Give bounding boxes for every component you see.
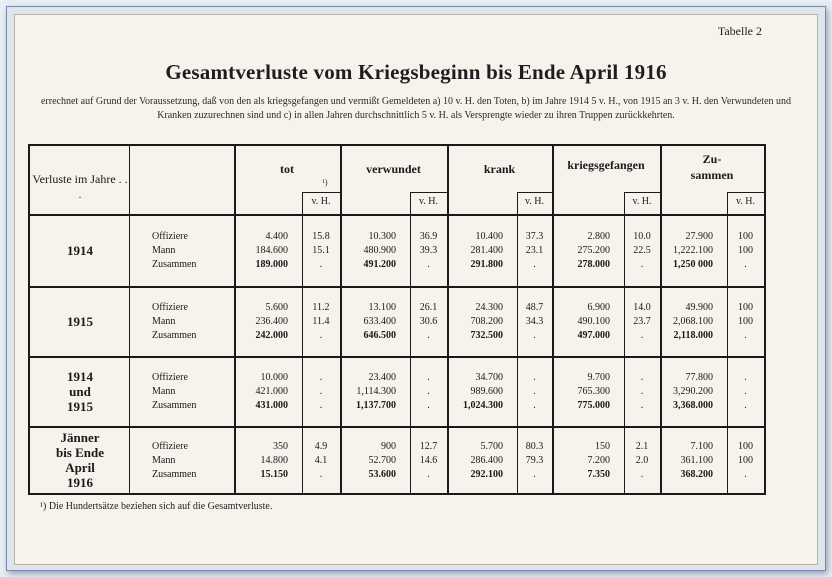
table-cell-value: 3,290.200 — [673, 386, 713, 397]
table-cell-value: 10.400 — [475, 231, 503, 242]
table-cell-value: 23.400 — [368, 372, 396, 383]
row-header: Verluste im Jahre . . . — [32, 172, 128, 201]
table-cell-value: 646.500 — [363, 330, 396, 341]
subheader-divider — [302, 192, 340, 193]
year-label: 1915 — [67, 398, 93, 414]
table-cell-percent: . — [640, 468, 644, 480]
table-cell-value: 1,114.300 — [356, 386, 396, 397]
column-header-kriegsgefangen: kriegsgefangen — [567, 158, 645, 172]
table-cell-percent: 37.3 — [525, 231, 544, 242]
year-label: 1915 — [67, 313, 93, 329]
page-title: Gesamtverluste vom Kriegsbeginn bis Ende April 1916 — [165, 60, 667, 84]
table-cell-percent: . — [533, 372, 536, 383]
table-cell-value: 5.700 — [480, 440, 503, 452]
group-divider — [30, 286, 764, 288]
table-cell-percent: 100 — [738, 245, 753, 256]
table-cell-value: 1,137.700 — [356, 400, 396, 411]
column-header-verwundet: verwundet — [366, 162, 421, 176]
table-cell-percent: . — [744, 259, 747, 270]
table-cell-value: 7.100 — [690, 440, 713, 452]
table-cell-value: 6.900 — [587, 302, 610, 313]
table-cell-percent: . — [427, 330, 430, 341]
table-cell-percent: 80.3 — [525, 440, 544, 452]
table-cell-value: 4.400 — [265, 231, 288, 242]
table-cell-value: 732.500 — [470, 330, 503, 341]
table-cell-percent: 4.9 — [314, 440, 328, 452]
year-label: bis Ende — [55, 444, 105, 460]
table-cell-percent: 79.3 — [525, 454, 544, 466]
table-cell-percent: 22.5 — [633, 245, 651, 256]
table-cell-value: 7.350 — [587, 468, 610, 480]
table-cell-value: 291.800 — [470, 259, 503, 270]
table-cell-percent: 23.7 — [633, 316, 651, 327]
row-category: Offiziere — [152, 302, 188, 313]
percent-header: v. H. — [524, 196, 545, 207]
table-cell-value: 421.000 — [255, 386, 288, 397]
table-cell-percent: . — [319, 468, 323, 480]
table-cell-value: 490.100 — [577, 316, 610, 327]
table-cell-percent: 36.9 — [419, 231, 438, 242]
table-cell-percent: . — [640, 386, 644, 397]
table-cell-percent: 10.0 — [633, 231, 651, 242]
table-cell-value: 236.400 — [255, 316, 288, 327]
table-cell-percent: . — [744, 400, 747, 411]
table-cell-value: 52.700 — [368, 454, 396, 466]
table-cell-value: 480.900 — [363, 245, 396, 256]
table-cell-percent: . — [319, 259, 323, 270]
table-cell-value: 900 — [381, 440, 396, 452]
row-category: Offiziere — [152, 440, 188, 452]
table-cell-percent: . — [744, 386, 747, 397]
row-category: Offiziere — [152, 231, 188, 242]
table-cell-percent: . — [427, 386, 430, 397]
table-cell-value: 184.600 — [255, 245, 288, 256]
table-cell-value: 14.800 — [260, 454, 288, 466]
table-cell-value: 5.600 — [265, 302, 288, 313]
table-cell-value: 1,250 000 — [673, 259, 713, 270]
table-cell-percent: . — [319, 386, 323, 397]
table-cell-percent: . — [640, 259, 644, 270]
table-cell-value: 281.400 — [470, 245, 503, 256]
table-cell-percent: . — [640, 330, 644, 341]
table-cell-value: 2.800 — [587, 231, 610, 242]
table-cell-percent: 100 — [738, 440, 753, 452]
table-cell-value: 9.700 — [587, 372, 610, 383]
table-cell-percent: 100 — [738, 316, 753, 327]
table-cell-value: 49.900 — [685, 302, 713, 313]
subtitle: errechnet auf Grund der Voraussetzung, daß von den als kriegsgefangen und vermißt Gemeldeten a) 10 v. H. den Toten, b) im Jahre 1914 5 v. H., von 1915 an 3 v. H. den Verwundeten und Kranken zuzurechnen sind und c) in allen Jahren durchschnittlich 5 v. H. als Versprengte wieder zu ihren Truppen zurückkehrten. — [40, 96, 792, 121]
year-label: und — [69, 383, 91, 399]
table-cell-percent: 26.1 — [419, 302, 438, 313]
table-cell-value: 150 — [595, 440, 610, 452]
subheader-divider — [517, 192, 552, 193]
percent-header: v. H. — [735, 196, 756, 207]
row-category: Zusammen — [152, 330, 197, 341]
table-cell-value: 765.300 — [577, 386, 610, 397]
table-cell-percent: 14.6 — [419, 454, 438, 466]
table-cell-percent: 4.1 — [314, 454, 328, 466]
group-divider — [30, 356, 764, 358]
column-header-krank: krank — [483, 162, 516, 176]
year-label: 1914 — [67, 242, 93, 258]
table-cell-value: 275.200 — [577, 245, 610, 256]
row-category: Mann — [152, 245, 176, 256]
table-cell-value: 708.200 — [470, 316, 503, 327]
table-cell-percent: . — [533, 400, 536, 411]
table-cell-percent: . — [427, 468, 430, 480]
table-cell-value: 633.400 — [363, 316, 396, 327]
footnote: ¹) Die Hundertsätze beziehen sich auf die Gesamtverluste. — [40, 501, 273, 512]
table-cell-value: 2,068.100 — [673, 316, 713, 327]
year-label: 1916 — [67, 474, 93, 490]
row-category: Zusammen — [152, 259, 197, 270]
table-cell-percent: . — [427, 372, 430, 383]
table-cell-value: 368.200 — [680, 468, 713, 480]
table-cell-percent: . — [319, 372, 323, 383]
row-category: Zusammen — [152, 400, 197, 411]
table-cell-percent: 30.6 — [419, 316, 438, 327]
table-cell-percent: 34.3 — [525, 316, 544, 327]
row-category: Mann — [152, 386, 176, 397]
subheader-divider — [410, 192, 447, 193]
table-cell-value: 10.000 — [260, 372, 288, 383]
table-cell-value: 3,368.000 — [673, 400, 713, 411]
table-cell-percent: 15.1 — [312, 245, 330, 256]
table-cell-value: 189.000 — [255, 259, 288, 270]
row-category: Mann — [152, 316, 176, 327]
subheader-divider — [624, 192, 660, 193]
table-cell-value: 292.100 — [470, 468, 503, 480]
table-cell-percent: 2.1 — [635, 440, 649, 452]
table-cell-value: 775.000 — [577, 400, 610, 411]
table-cell-percent: 11.4 — [312, 316, 330, 327]
table-label: Tabelle 2 — [717, 24, 762, 38]
table-cell-percent: . — [744, 330, 747, 341]
row-category: Mann — [152, 454, 176, 466]
table-cell-percent: 100 — [738, 231, 753, 242]
table-cell-value: 15.150 — [260, 468, 288, 480]
year-label: 1914 — [67, 368, 93, 384]
table-cell-percent: 48.7 — [525, 302, 544, 313]
table-cell-percent: . — [533, 330, 536, 341]
table-cell-value: 10.300 — [368, 231, 396, 242]
table-cell-value: 431.000 — [255, 400, 288, 411]
table-cell-percent: 15.8 — [312, 231, 330, 242]
table-cell-percent: . — [427, 400, 430, 411]
table-cell-value: 350 — [273, 440, 288, 452]
table-cell-percent: . — [744, 372, 747, 383]
column-header-tot: tot — [280, 162, 294, 176]
table-cell-percent: 14.0 — [633, 302, 651, 313]
table-cell-value: 53.600 — [368, 468, 396, 480]
table-cell-value: 242.000 — [255, 330, 288, 341]
percent-header: v. H. — [632, 196, 652, 207]
table-cell-value: 2,118.000 — [673, 330, 713, 341]
table-cell-value: 77.800 — [685, 372, 713, 383]
percent-header: v. H. — [418, 196, 439, 207]
table-cell-value: 497.000 — [577, 330, 610, 341]
table-cell-value: 989.600 — [470, 386, 503, 397]
column-header-tot-note: ¹) — [322, 178, 328, 187]
header-divider — [30, 214, 764, 216]
table-cell-value: 1,222.100 — [673, 245, 713, 256]
table-cell-percent: . — [319, 400, 323, 411]
row-category: Offiziere — [152, 372, 188, 383]
table-cell-value: 34.700 — [475, 372, 503, 383]
table-cell-percent: 100 — [738, 454, 753, 466]
year-label: April — [65, 459, 95, 475]
table-cell-percent: 100 — [738, 302, 753, 313]
table-cell-percent: . — [319, 330, 323, 341]
table-cell-value: 491.200 — [363, 259, 396, 270]
table-cell-percent: . — [533, 259, 536, 270]
table-cell-percent: 23.1 — [525, 245, 544, 256]
table-cell-value: 13.100 — [368, 302, 396, 313]
table-cell-percent: . — [744, 468, 747, 480]
table-cell-percent: . — [640, 372, 644, 383]
table-cell-percent: 39.3 — [419, 245, 438, 256]
row-category: Zusammen — [152, 468, 197, 480]
table-cell-percent: . — [427, 259, 430, 270]
table-cell-percent: 12.7 — [419, 440, 438, 452]
table-cell-percent: 2.0 — [635, 454, 649, 466]
table-cell-value: 286.400 — [470, 454, 503, 466]
group-divider — [30, 426, 764, 428]
table-cell-value: 27.900 — [685, 231, 713, 242]
table-cell-value: 1,024.300 — [463, 400, 503, 411]
column-header-zusammen-2: sammen — [690, 168, 734, 182]
column-header-zusammen-1: Zu- — [702, 152, 722, 166]
losses-table — [28, 144, 766, 495]
table-cell-percent: 11.2 — [312, 302, 330, 313]
table-cell-percent: . — [640, 400, 644, 411]
table-cell-value: 278.000 — [577, 259, 610, 270]
year-label: Jänner — [60, 429, 100, 445]
table-cell-percent: . — [533, 386, 536, 397]
percent-header: v. H. — [311, 196, 331, 207]
table-cell-value: 24.300 — [475, 302, 503, 313]
table-cell-value: 361.100 — [680, 454, 713, 466]
table-cell-percent: . — [533, 468, 536, 480]
table-cell-value: 7.200 — [587, 454, 610, 466]
subheader-divider — [727, 192, 764, 193]
